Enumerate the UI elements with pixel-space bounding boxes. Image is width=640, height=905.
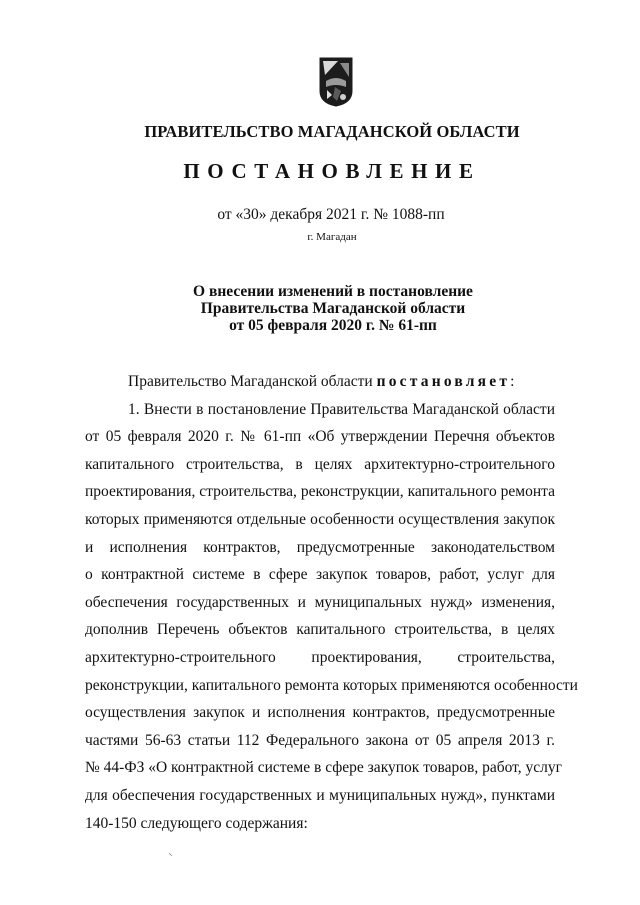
body-line: архитектурно-строительного проектирования, строительства, [85,648,555,666]
body-line: от 05 февраля 2020 г. № 61-пп «Об утверждении Перечня объектов [85,428,555,446]
body-line: о контрактной системе в сфере закупок товаров, работ, услуг для [85,566,555,584]
body-line: реконструкции, капитального ремонта которых применяются особенности [85,676,578,694]
body-line: и исполнения контрактов, предусмотренные законодательством [85,538,555,556]
body-line: для обеспечения государственных и муниципальных нужд», пунктами [85,786,555,804]
body-line: 140-150 следующего содержания: [85,814,308,832]
subject-line: Правительства Магаданской области [200,300,466,317]
body-line: проектирования, строительства, реконструкции, капитального ремонта [85,483,555,501]
body-line: осуществления закупок и исполнения контрактов, предусмотренные [85,704,555,722]
body-line: обеспечения государственных и муниципальных нужд» изменения, [85,593,555,611]
body-line: дополнив Перечень объектов капитального строительства, в целях [85,621,555,639]
document-date-number: от «30» декабря 2021 г. № 1088-пп [217,206,445,223]
intro-line [85,368,555,396]
subject-line: О внесении изменений в постановление [193,283,473,300]
document-type: ПОСТАНОВЛЕНИЕ [183,159,481,183]
government-name: ПРАВИТЕЛЬСТВО МАГАДАНСКОЙ ОБЛАСТИ [144,122,520,141]
intro-text: Правительство Магаданской области [128,373,377,390]
body-line: капитального строительства, в целях архитектурно-строительного [85,455,555,473]
intro-colon: : [510,373,515,390]
body-line: 1. Внести в постановление Правительства Магаданской области [128,400,555,418]
scan-speck-mark [168,852,174,858]
document-subject [0,283,640,334]
document-body [85,368,578,837]
magadan-region-coat-of-arms-icon [319,57,353,107]
body-line: частями 56-63 статьи 112 Федерального закона от 05 апреля 2013 г. [85,731,555,749]
intro-verb: постановляет [376,373,511,390]
body-line: которых применяются отдельные особенности осуществления закупок [85,510,555,528]
document-city: г. Магадан [307,231,357,243]
subject-line: от 05 февраля 2020 г. № 61-пп [229,317,437,334]
body-line: № 44-ФЗ «О контрактной системе в сфере закупок товаров, работ, услуг [85,759,562,777]
